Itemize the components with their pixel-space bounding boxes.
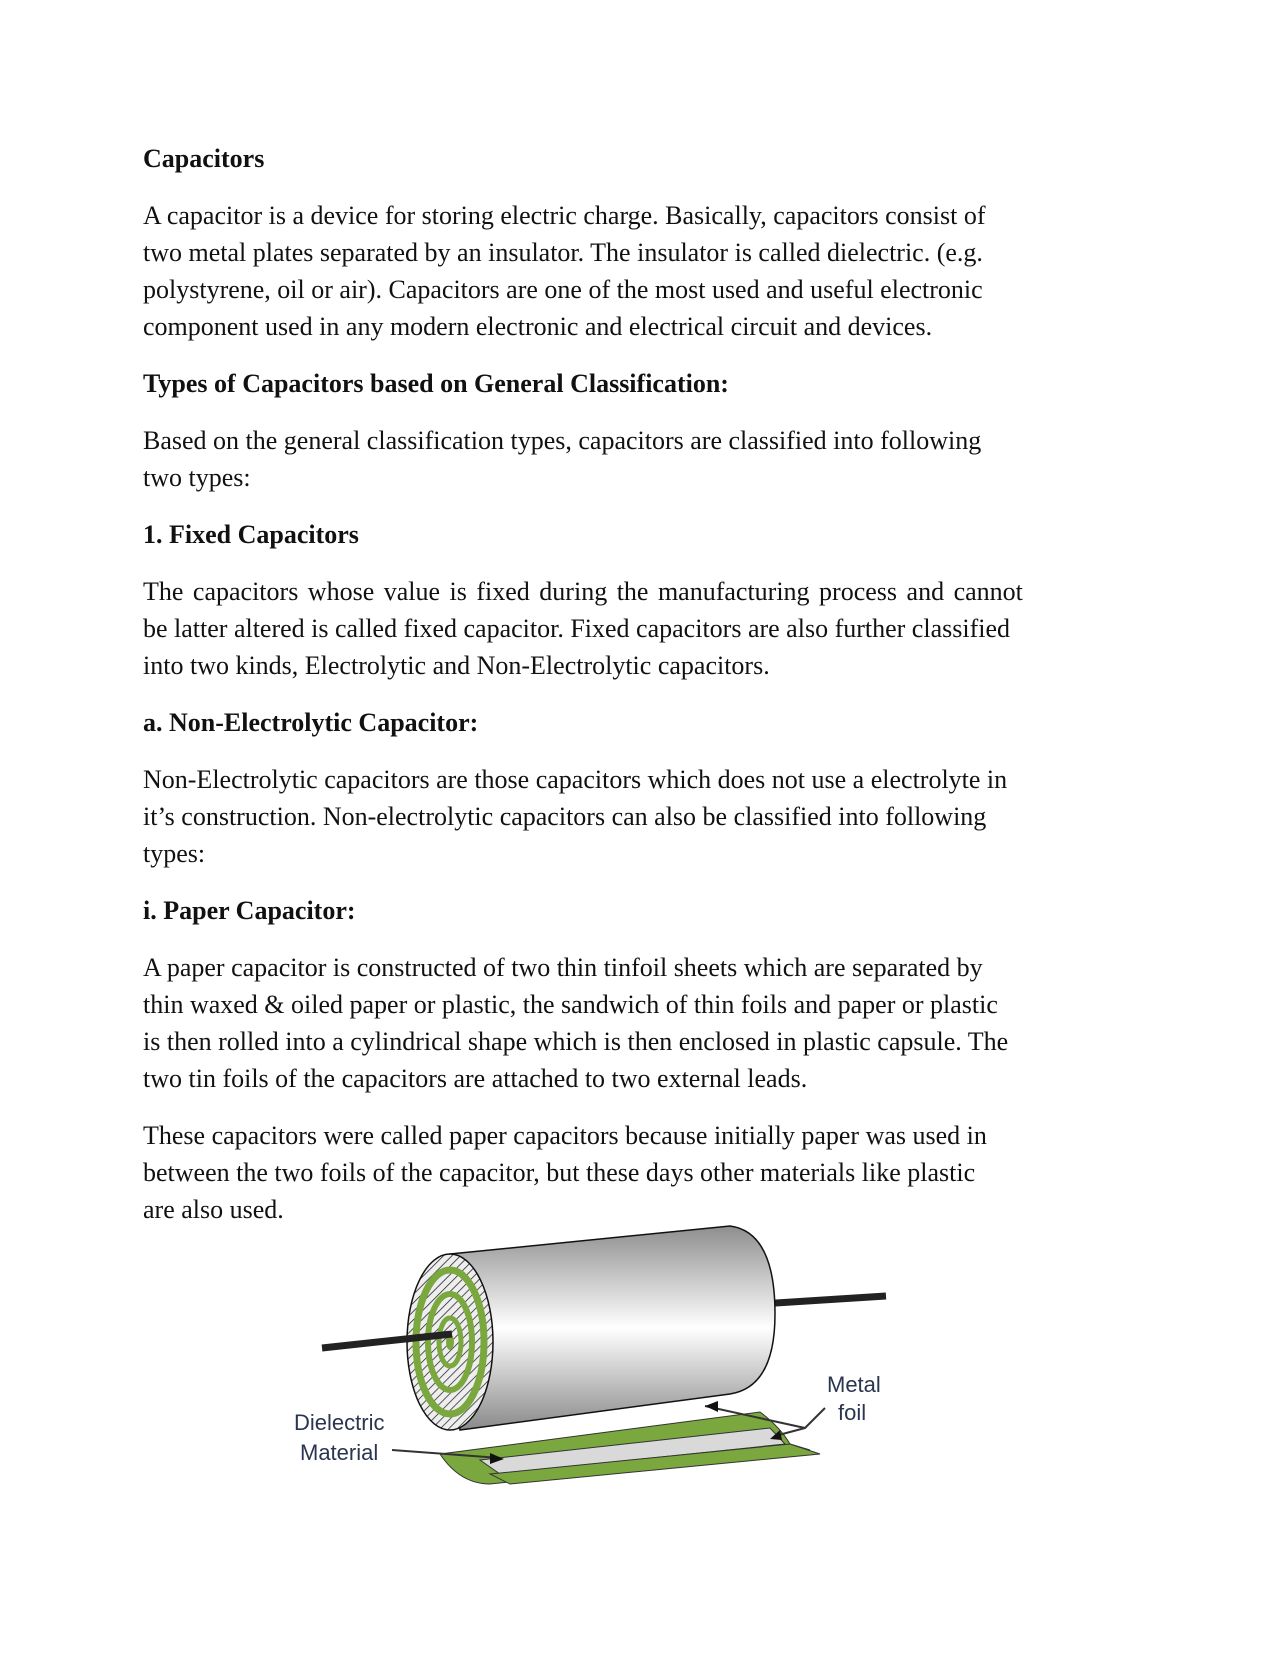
text-line: polystyrene, oil or air). Capacitors are one of the most used and useful electronic <box>143 275 983 304</box>
non-electrolytic-paragraph <box>143 761 1083 872</box>
text-line: be latter altered is called fixed capacitor. Fixed capacitors are also further classified <box>143 614 1010 643</box>
types-heading: Types of Capacitors based on General Classification: <box>143 369 729 398</box>
metal-label: Metal <box>827 1372 881 1397</box>
text-line: Non-Electrolytic capacitors are those capacitors which does not use a electrolyte in <box>143 765 1008 794</box>
paper-paragraph-2 <box>143 1117 1083 1228</box>
intro-paragraph <box>143 197 1083 345</box>
text-line: Based on the general classification types, capacitors are classified into following <box>143 426 982 455</box>
text-line: A capacitor is a device for storing electric charge. Basically, capacitors consist of <box>143 201 986 230</box>
title-heading: Capacitors <box>143 144 265 173</box>
text-line: it’s construction. Non-electrolytic capacitors can also be classified into following <box>143 802 987 831</box>
types-paragraph <box>143 422 1083 496</box>
text-line: These capacitors were called paper capacitors because initially paper was used in <box>143 1121 987 1150</box>
text-line: types: <box>143 839 206 868</box>
text-line: between the two foils of the capacitor, but these days other materials like plastic <box>143 1158 976 1187</box>
foil-label: foil <box>838 1400 867 1425</box>
document <box>143 140 1083 1248</box>
paper-heading: i. Paper Capacitor: <box>143 896 356 925</box>
text-line: component used in any modern electronic and electrical circuit and devices. <box>143 312 933 341</box>
non-electrolytic-heading: a. Non-Electrolytic Capacitor: <box>143 708 479 737</box>
right-lead <box>760 1296 886 1304</box>
text-line: two tin foils of the capacitors are attached to two external leads. <box>143 1064 808 1093</box>
text-line: thin waxed & oiled paper or plastic, the sandwich of thin foils and paper or plastic <box>143 990 998 1019</box>
paper-paragraph <box>143 949 1083 1097</box>
text-line: are also used. <box>143 1195 284 1224</box>
fixed-paragraph <box>143 573 1083 684</box>
text-line: two types: <box>143 463 251 492</box>
fixed-heading: 1. Fixed Capacitors <box>143 520 359 549</box>
text-line: The capacitors whose value is fixed during the manufacturing process and cannot <box>143 577 1023 606</box>
paper-capacitor-diagram <box>290 1222 910 1502</box>
material-label: Material <box>300 1440 379 1465</box>
dielectric-label: Dielectric <box>294 1410 385 1435</box>
text-line: into two kinds, Electrolytic and Non-Electrolytic capacitors. <box>143 651 770 680</box>
text-line: is then rolled into a cylindrical shape which is then enclosed in plastic capsule. The <box>143 1027 1009 1056</box>
capacitor-body <box>450 1226 775 1430</box>
text-line: two metal plates separated by an insulator. The insulator is called dielectric. (e.g. <box>143 238 983 267</box>
text-line: A paper capacitor is constructed of two thin tinfoil sheets which are separated by <box>143 953 983 982</box>
